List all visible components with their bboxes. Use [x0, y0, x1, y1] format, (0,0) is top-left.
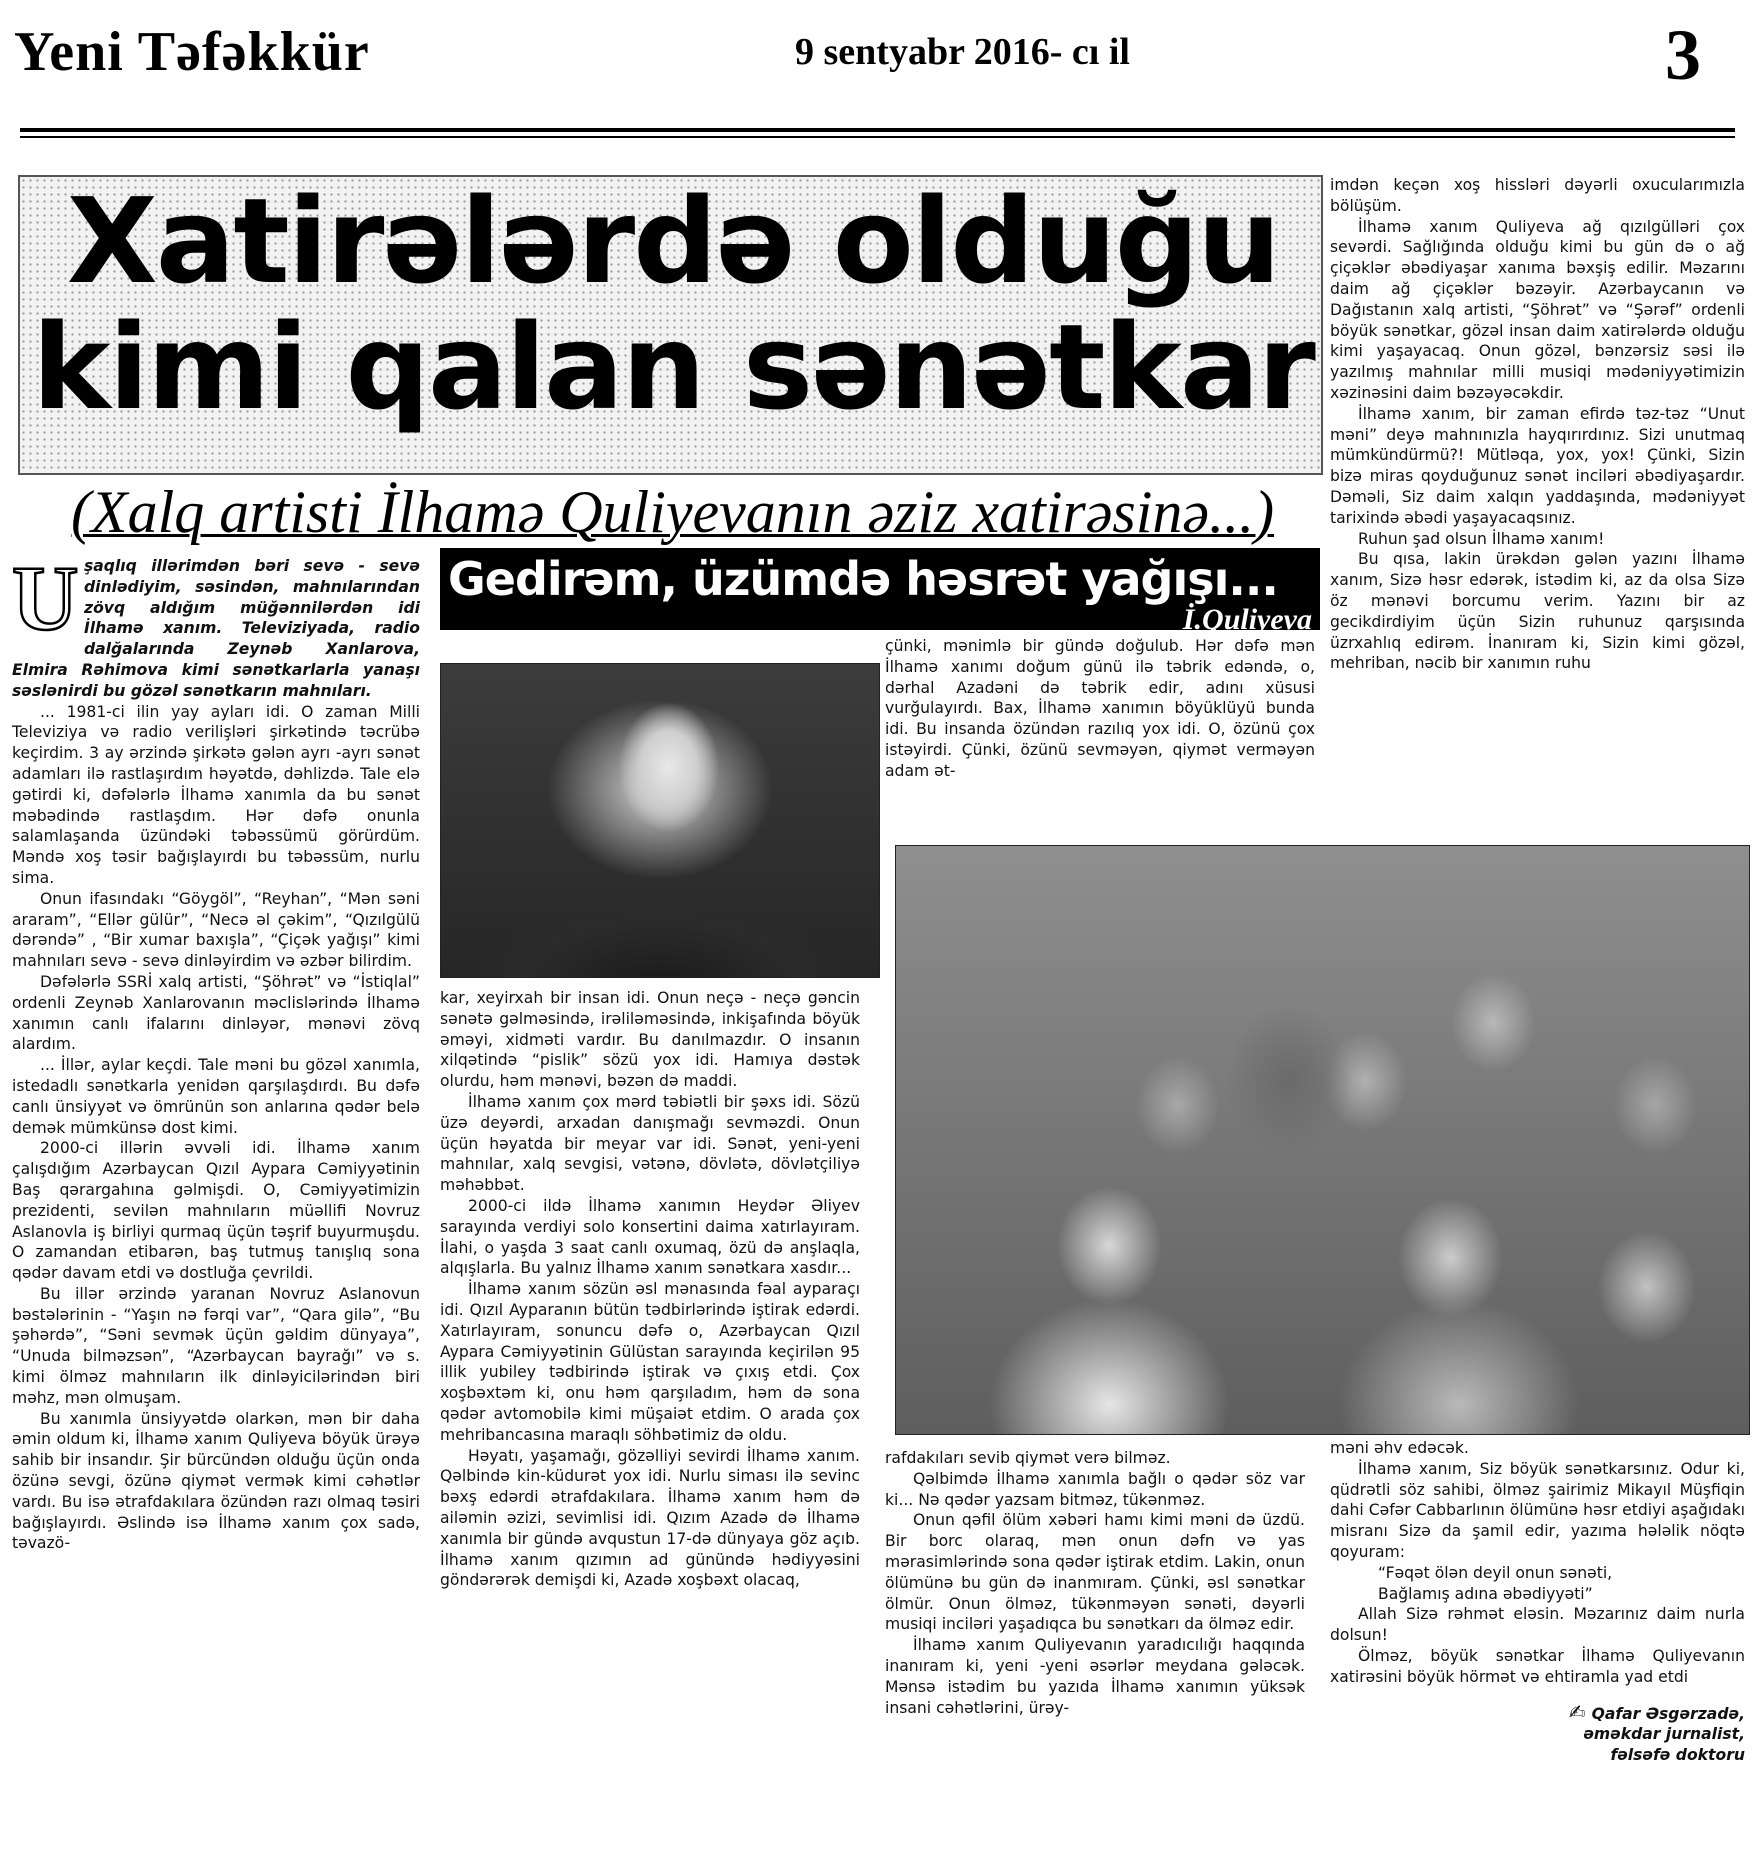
masthead-date: 9 sentyabr 2016- cı il — [795, 31, 1130, 73]
paragraph: 2000-ci ildə İlhamə xanımın Heydər Əliyev sarayında verdiyi solo konsertini daima xatırlayıram. İlahi, o yaşda 3 saat canlı oxumaq, özü də anşlaqla, alqışlarla. Bu yalnız İlhamə xanım sənətkara xasdır... — [440, 1196, 860, 1278]
quote-banner — [440, 548, 1320, 636]
paragraph: İlhamə xanım Quliyeva ağ qızılgülləri çox sevərdi. Sağlığında olduğu kimi bu gün də o ağ çiçəklər əbədiyaşar xanıma bəxşiş edilir. Məzarını daim ağ çiçəklər bəzəyir. Azərbaycanın və Dağıstanın xalq artisti, “Şöhrət” və “Şərəf” ordenli böyük sənətkar, gözəl insan daim xatirələrdə olduğu kimi yaşayacaq. Onun gözəl, bənzərsiz səsi ilə yazılmış mahnılar milli musiqi mədəniyyətimizin xəzinəsini daim bəzəyəcəkdir. — [1330, 217, 1745, 402]
article-intro: şaqlıq illərimdən bəri sevə - sevə dinlədiyim, səsindən, mahnılarından zövq aldığım müğənnilərdən idi İlhamə xanım. Televiziyada, radio dalğalarında Zeynəb Xanlarova, Elmira Rəhimova kimi sənətkarlarla yanaşı səslənirdi bu gözəl sənətkarın mahnıları. — [12, 557, 420, 700]
paragraph: Bu qısa, lakin ürəkdən gələn yazını İlhamə xanım, Sizə həsr edərək, istədim ki, az da olsa Sizə öz mənəvi borcumu verim. Yazını bir az gecikdirdiyim üçün Sizin ruhunuz qarşısında üzrxahlıq edirəm. İnanıram ki, Sizin kimi gözəl, mehriban, nəcib bir xanımın ruhu — [1330, 550, 1745, 673]
pen-icon: ✍ — [1568, 1699, 1586, 1724]
author-name — [1330, 1699, 1745, 1725]
headline-title — [28, 172, 1318, 436]
headline-line-1: Xatirələrdə olduğu — [66, 172, 1280, 310]
paragraph: İlhamə xanım çox mərd təbiətli bir şəxs idi. Sözü üzə deyərdi, arxadan danışmağı sevməzdi. Onun üçün həyatda bir meyar var idi. Sənət, yeni-yeni mahnılar, xalq sevgisi, vətənə, dövlətə, dövlətçiliyə məhəbbət. — [440, 1092, 860, 1195]
paragraph: 2000-ci illərin əvvəli idi. İlhamə xanım çalışdığım Azərbaycan Qızıl Aypara Cəmiyyətinin Baş qərargahına gəlmişdi. O, Cəmiyyətimizin prezidenti, sevilən mahnıların müəllifi Novruz Aslanovla iş birliyi qurmaq üçün təşrif buyurmuşdu. O zamandan etibarən, baş tutmuş tanışlıq sona qədər davam etdi və dostluğa çevrildi. — [12, 1139, 420, 1283]
poem-line: “Fəqət ölən deyil onun sənəti, — [1378, 1563, 1613, 1582]
paragraph: İlhamə xanım sözün əsl mənasında fəal ayparaçı idi. Qızıl Ayparanın bütün tədbirlərində iştirak edərdi. Xatırlayıram, sonuncu dəfə o, Azərbaycan Qızıl Aypara Cəmiyyətinin Gülüstan sarayında keçirilən 95 illik yubiley tədbirində iştirak və çıxış etdi. Çox xoşbəxtəm ki, onu həm qarşıladım, həm də sona qədər avtomobilə kimi müşaiət etdim. O arada çox mehribancasına maraqlı söhbətimiz də oldu. — [440, 1280, 860, 1444]
dropcap: U — [12, 547, 79, 649]
paragraph: ... İllər, aylar keçdi. Tale məni bu gözəl xanımla, istedadlı sənətkarla yenidən qarşılaşdırdı. Bu dəfə canlı ünsiyyət və ömrünün son anlarına qədər belə demək mümkünsə dost kimi. — [12, 1056, 420, 1137]
paragraph: ... 1981-ci ilin yay ayları idi. O zaman Milli Televiziya və radio verilişləri şirkətində təcrübə keçirdim. 3 ay ərzində şirkətə gələn ayrı -ayrı sənət adamları ilə rastlaşırdım həyətdə, dəhlizdə. Tale elə gətirdi ki, dəfələrlə İlhamə xanımla da bu sənət məbədində rastlaşdım. Hər dəfə onunla salamlaşanda üzündəki təbəssümü görürdüm. Məndə xoş təsir bağışlayırdı bu təbəssüm, nurlu sima. — [12, 702, 420, 887]
paragraph: Allah Sizə rəhmət eləsin. Məzarınız daim nurla dolsun! — [1330, 1605, 1745, 1645]
paragraph: Həyatı, yaşamağı, gözəlliyi sevirdi İlhamə xanım. Qəlbində kin-küdurət yox idi. Nurlu siması ilə sevinc bəxş edərdi ətrafdakılara. İlhamə xanım həm də ailəmin əzizi, sevimlisi idi. Qızım Azadə də İlhamə xanımla bir gündə avqustun 17-də dünyaya göz açıb. İlhamə xanım qızımın ad günündə hədiyyəsini göndərərək demişdi ki, Azadə xoşbəxt olacaq, — [440, 1446, 860, 1590]
paragraph: imdən keçən xoş hissləri dəyərli oxucularımızla bölüşüm. — [1330, 176, 1745, 215]
paragraph: Dəfələrlə SSRİ xalq artisti, “Şöhrət” və “İstiqlal” ordenli Zeynəb Xanlarovanın məclislərində İlhamə xanımın canlı ifalarını dinləyər, mənəvi zövq alardım. — [12, 972, 420, 1054]
paragraph: məni əhv edəcək. — [1330, 1439, 1469, 1457]
masthead-rule-top — [20, 128, 1735, 132]
paragraph: çünki, mənimlə bir gündə doğulub. Hər dəfə mən İlhamə xanımı doğum günü ilə təbrik edəndə, o, dərhal Azadəni də təbrik edir, adını xüsusi vurğulayırdı. Bax, İlhamə xanımın böyüklüyü bunda idi. Bu insanda özündən razılıq yox idi. O, özünü çox istəyirdi. Çünki, özünü sevməyən, qiymət verməyən adam ət- — [885, 637, 1315, 780]
paragraph: İlhamə xanım, bir zaman efirdə təz-təz “Unut məni” deyə mahnınızla hayqırırdınız. Sizi unutmaq mümkündürmü?! Mütləqa, yox, yox! Çünki, Sizin bizə miras qoyduğunuz sənət inciləri əbədiyaşardır. Dəməli, Siz daim xalqın yaddaşında, mədəniyyət tarixində əbədi yaşayacaqsınız. — [1330, 404, 1745, 527]
group-photo — [895, 845, 1750, 1435]
paragraph: Bu illər ərzində yaranan Novruz Aslanovun bəstələrinin - “Yaşın nə fərqi var”, “Qara gilə”, “Bu şəhərdə”, “Səni sevmək üçün gəldim dünyaya”, “Unuda bilməzsən”, “Azərbaycan bayrağı” və s. kimi ölməz mahnıların ilk dinləyicilərindən biri məhz, mən olmuşam. — [12, 1284, 420, 1407]
singer-photo — [440, 663, 880, 978]
article-column-3-bottom — [885, 1448, 1305, 1718]
article-column-4 — [1330, 175, 1745, 674]
poem-line: Bağlamış adına əbədiyyəti” — [1378, 1584, 1593, 1603]
paragraph: İlhamə xanım, Siz böyük sənətkarsınız. Odur ki, qüdrətli söz sahibi, ölməz şairimiz Mikayıl Müşfiqin dahi Cəfər Cabbarlının ölümünə həsr etdiyi aşağıdakı misranı Sizə da şamil edir, yazıma hələlik nöqtə qoyuram: — [1330, 1459, 1745, 1561]
paragraph: Ruhun şad olsun İlhamə xanım! — [1358, 529, 1605, 548]
paragraph: rafdakıları sevib qiymət verə bilməz. — [885, 1449, 1171, 1467]
paragraph: kar, xeyirxah bir insan idi. Onun neçə - neçə gəncin sənətə gəlməsində, irəliləməsində, inkişafında böyük əməyi, xidməti vardır. Bu danılmazdır. O insanın xilqətində “pislik” sözü yox idi. Hamıya dəstək olurdu, həm mənəvi, bəzən də maddi. — [440, 989, 860, 1091]
masthead-name: Yeni Təfəkkür — [14, 21, 370, 83]
quote-author: İ.Quliyeva — [1182, 603, 1312, 636]
quote-text: Gedirəm, üzümdə həsrət yağışı... — [448, 552, 1278, 606]
paragraph: Bu xanımla ünsiyyətdə olarkən, mən bir daha əmin oldum ki, İlhamə xanım Quliyeva böyük ürəyə sahib bir insandır. Şir bürcündən olduğu üçün onda özünə sevgi, özünə qiymət vermək kimi cəhətlər vardı. Bu isə ətrafdakılara özündən razı olmaq təsiri bağışlayırdı. Əslində isə İlhamə xanım çox sadə, təvazö- — [12, 1409, 420, 1553]
headline-subtitle: (Xalq artisti İlhamə Quliyevanın əziz xatirəsinə...) — [70, 479, 1275, 545]
article-column-5 — [1330, 1438, 1745, 1766]
article-column-2 — [440, 988, 860, 1591]
page-number: 3 — [1665, 15, 1701, 95]
author-title-1: əməkdar jurnalist, — [1583, 1725, 1745, 1744]
masthead-rule-bottom — [20, 136, 1735, 138]
article-column-3-top — [885, 636, 1315, 782]
paragraph: Ölməz, böyük sənətkar İlhamə Quliyevanın xatirəsini böyük hörmət və ehtiramla yad etdi — [1330, 1646, 1745, 1686]
article-column-1 — [12, 547, 420, 1554]
paragraph: İlhamə xanım Quliyevanın yaradıcılığı haqqında inanıram ki, yeni -yeni əsərlər meydana gələcək. Mənsə istədim bu yazıda İlhamə xanımın yüksək insani cəhətlərini, ürəy- — [885, 1636, 1305, 1717]
headline-line-2: kimi qalan sənətkar — [32, 298, 1314, 436]
author-name-text: Qafar Əsgərzadə, — [1591, 1704, 1745, 1723]
author-title-2: fəlsəfə doktoru — [1610, 1746, 1745, 1765]
paragraph: Onun qəfil ölüm xəbəri hamı kimi məni də üzdü. Bir borc olaraq, mən onun dəfn və yas mərasimlərində sona qədər iştirak etdim. Lakin, onun ölümünə bu gün də inanmıram. Çünki, əsl sənətkar ölmür. Onun ölməz, tükənməyən sənəti, dəyərli musiqi inciləri yaşadıqca bu sənətkarı da ölməz edir. — [885, 1511, 1305, 1634]
paragraph: Qəlbimdə İlhamə xanımla bağlı o qədər söz var ki... Nə qədər yazsam bitməz, tükənməz. — [885, 1469, 1305, 1509]
paragraph: Onun ifasındakı “Göygöl”, “Reyhan”, “Mən səni araram”, “Ellər gülür”, “Necə əl çəkim”, “Qızılgülü dərəndə” , “Bir xumar baxışla”, “Çiçək yağışı” kimi mahnıları sevə - sevə dinləyirdim və əzbər bilirdim. — [12, 889, 420, 971]
